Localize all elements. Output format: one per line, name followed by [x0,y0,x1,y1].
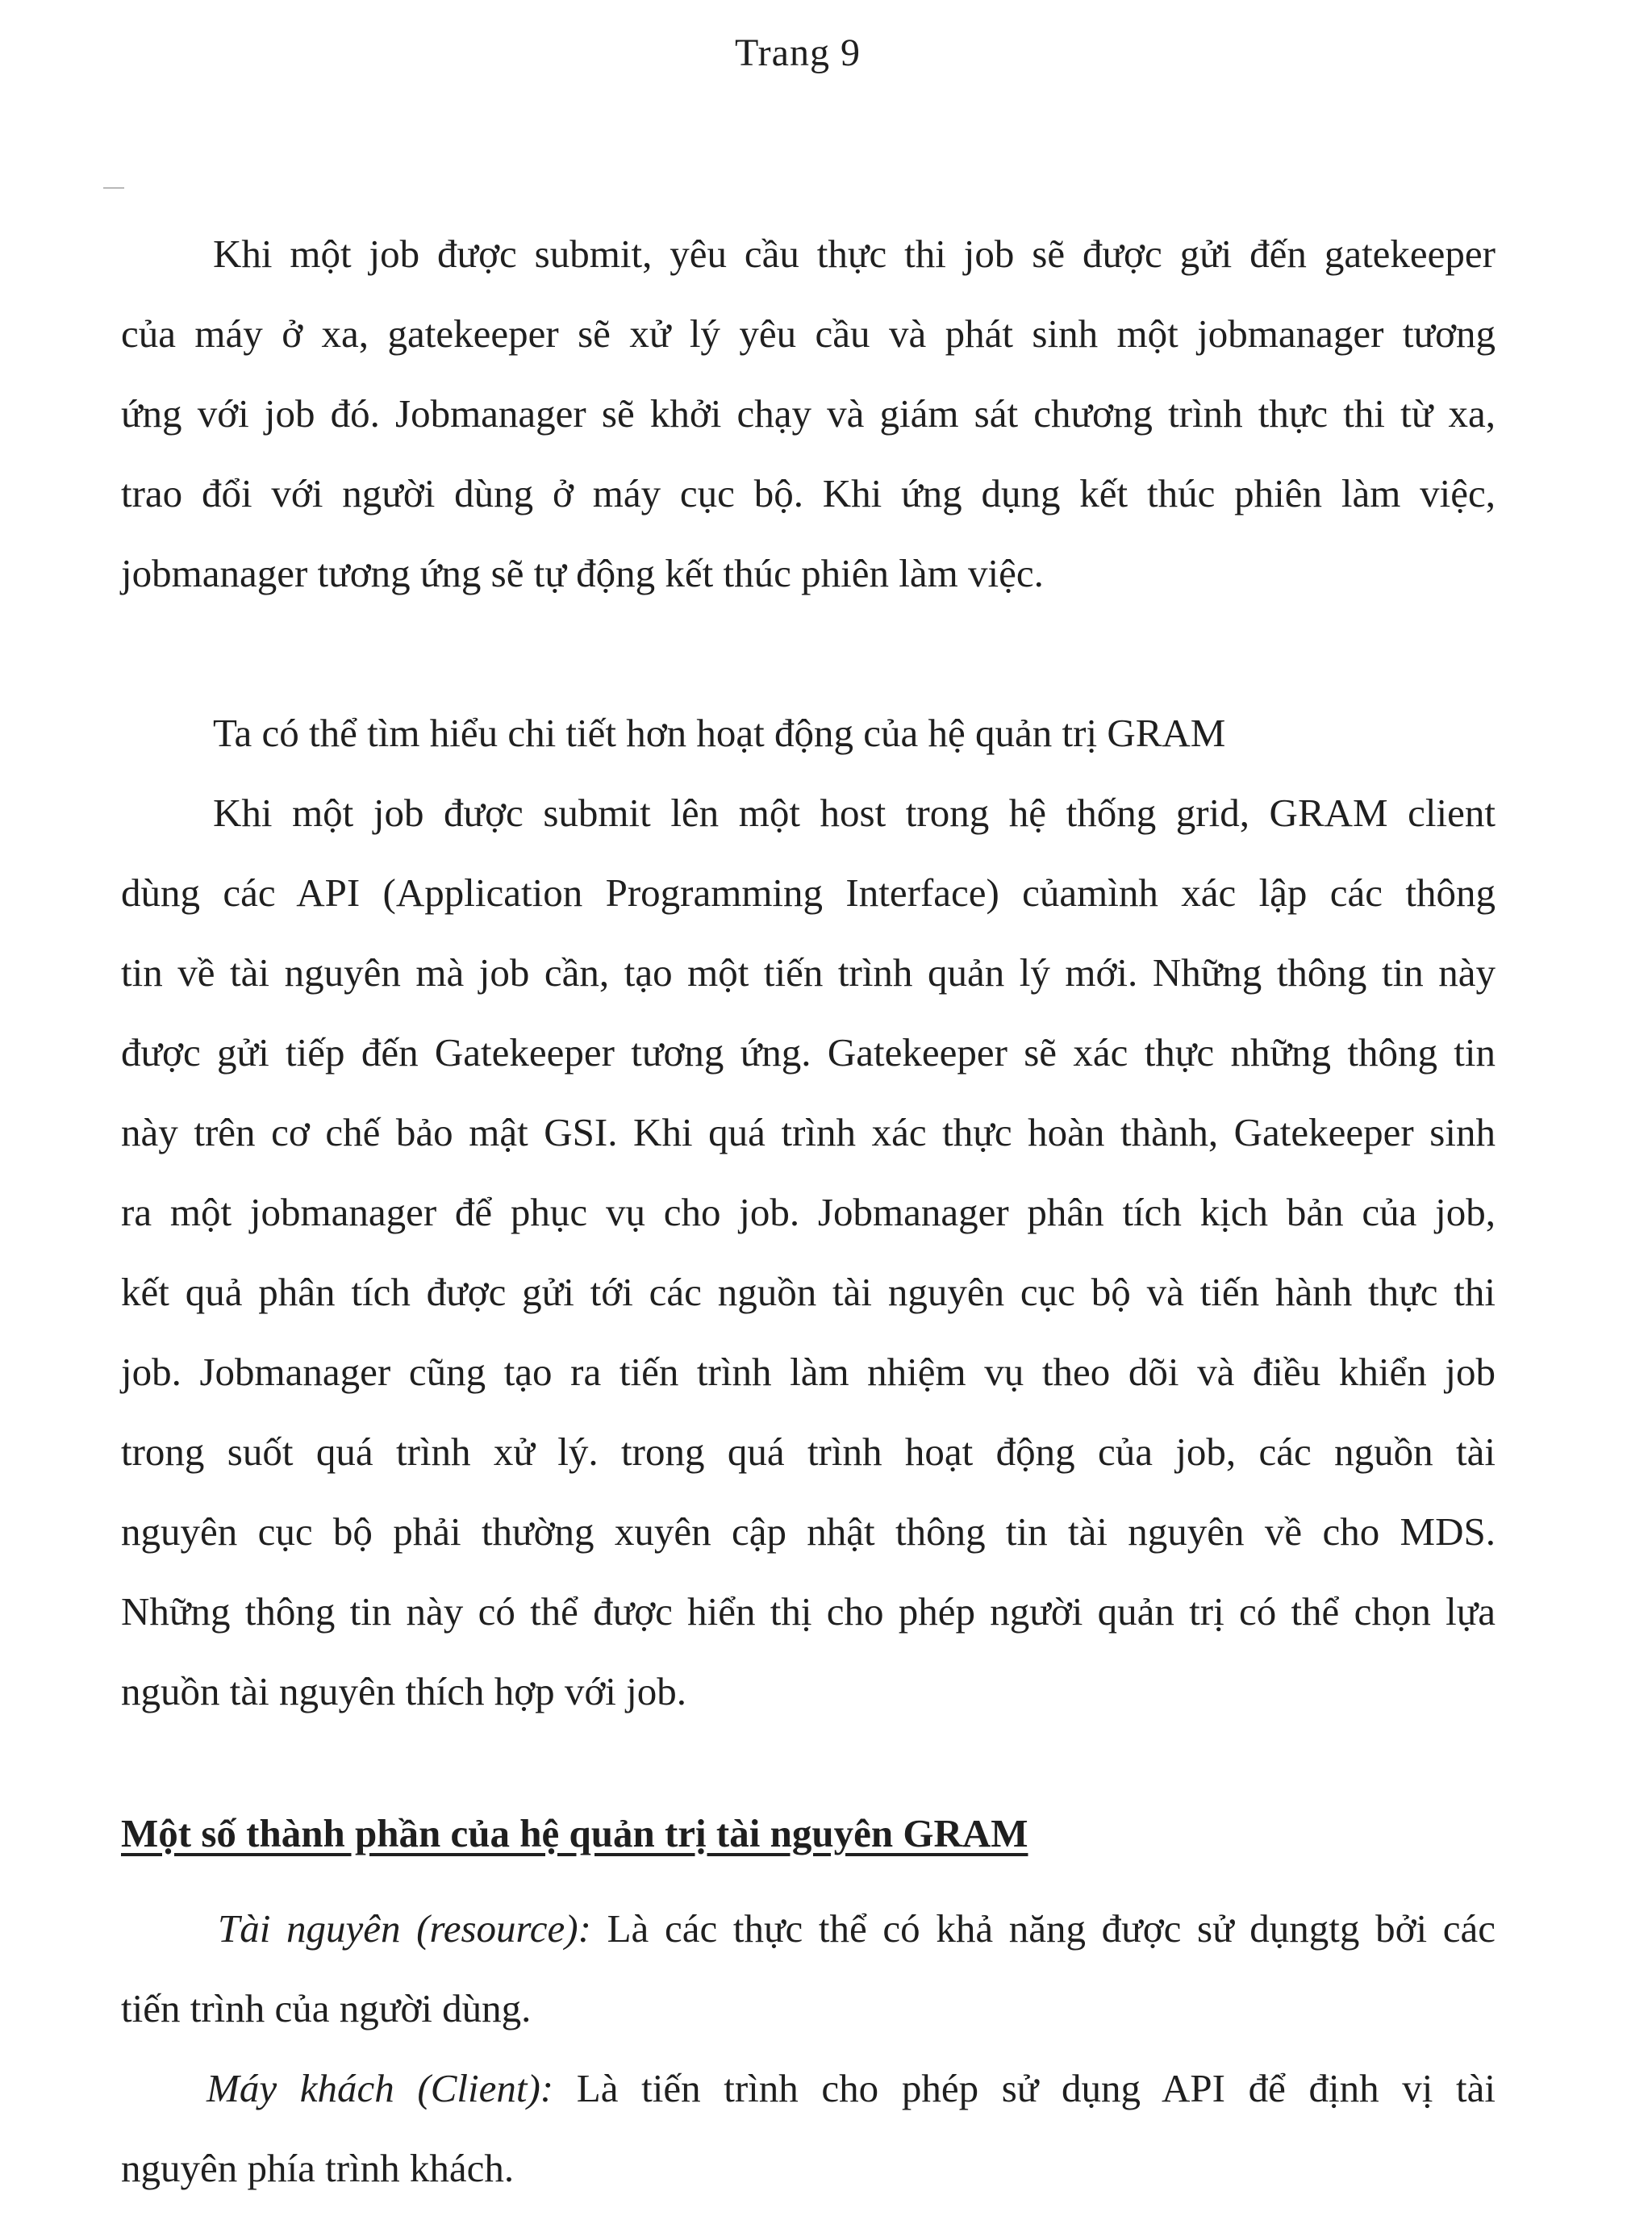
paragraph-line: Ta có thể tìm hiểu chi tiết hơn hoạt động của hệ quản trị GRAM [213,711,1226,755]
definition-term: Tài nguyên (resource): [218,1906,591,1951]
paragraph-line: tin về tài nguyên mà job cần, tạo một tiến trình quản lý mới. Những thông tin này [121,950,1496,995]
paragraph-line: Những thông tin này có thể được hiển thị cho phép người quản trị có thể chọn lựa [121,1589,1496,1634]
paragraph-1 [121,214,1496,613]
paragraph-line: nguồn tài nguyên thích hợp với job. [121,1669,687,1713]
definition-text: Là tiến trình cho phép sử dụng API để định vị tài [553,2066,1496,2110]
paragraph-line: dùng các API (Application Programming Interface) củamình xác lập các thông [121,870,1496,915]
paragraph-line: Khi một job được submit, yêu cầu thực thi job sẽ được gửi đến gatekeeper [213,232,1496,276]
definition-term: Máy khách (Client): [206,2066,554,2110]
paragraph-line: của máy ở xa, gatekeeper sẽ xử lý yêu cầu và phát sinh một jobmanager tương [121,311,1496,356]
paragraph-line: Khi một job được submit lên một host trong hệ thống grid, GRAM client [213,791,1496,835]
paragraph-line: trong suốt quá trình xử lý. trong quá trình hoạt động của job, các nguồn tài [121,1429,1496,1474]
definition-continuation: tiến trình của người dùng. [121,1986,532,2030]
definition-continuation: nguyên phía trình khách. [121,2146,515,2190]
scan-mark [103,187,124,189]
paragraph-line: ứng với job đó. Jobmanager sẽ khởi chạy và giám sát chương trình thực thi từ xa, [121,391,1496,436]
paragraph-line: được gửi tiếp đến Gatekeeper tương ứng. Gatekeeper sẽ xác thực những thông tin [121,1030,1496,1075]
definition-item-client [121,2048,1496,2128]
paragraph-line: kết quả phân tích được gửi tới các nguồn tài nguyên cục bộ và tiến hành thực thi [121,1270,1496,1314]
paragraph-2 [121,693,1496,773]
paragraph-line: nguyên cục bộ phải thường xuyên cập nhật thông tin tài nguyên về cho MDS. [121,1509,1496,1554]
paragraph-line: này trên cơ chế bảo mật GSI. Khi quá trình xác thực hoàn thành, Gatekeeper sinh [121,1110,1496,1154]
paragraph-3 [121,773,1496,1731]
definition-list [121,1889,1496,2208]
paragraph-line: job. Jobmanager cũng tạo ra tiến trình làm nhiệm vụ theo dõi và điều khiển job [121,1350,1496,1394]
page-number: Trang 9 [735,31,861,74]
paragraph-line: jobmanager tương ứng sẽ tự động kết thúc phiên làm việc. [121,551,1044,595]
paragraph-line: trao đổi với người dùng ở máy cục bộ. Khi ứng dụng kết thúc phiên làm việc, [121,471,1496,515]
definition-text: Là các thực thể có khả năng được sử dụngtg bởi các [590,1906,1496,1951]
section-heading: Một số thành phần của hệ quản trị tài nguyên GRAM [121,1811,1028,1855]
definition-item-resource [121,1889,1496,1968]
paragraph-line: ra một jobmanager để phục vụ cho job. Jobmanager phân tích kịch bản của job, [121,1190,1496,1234]
